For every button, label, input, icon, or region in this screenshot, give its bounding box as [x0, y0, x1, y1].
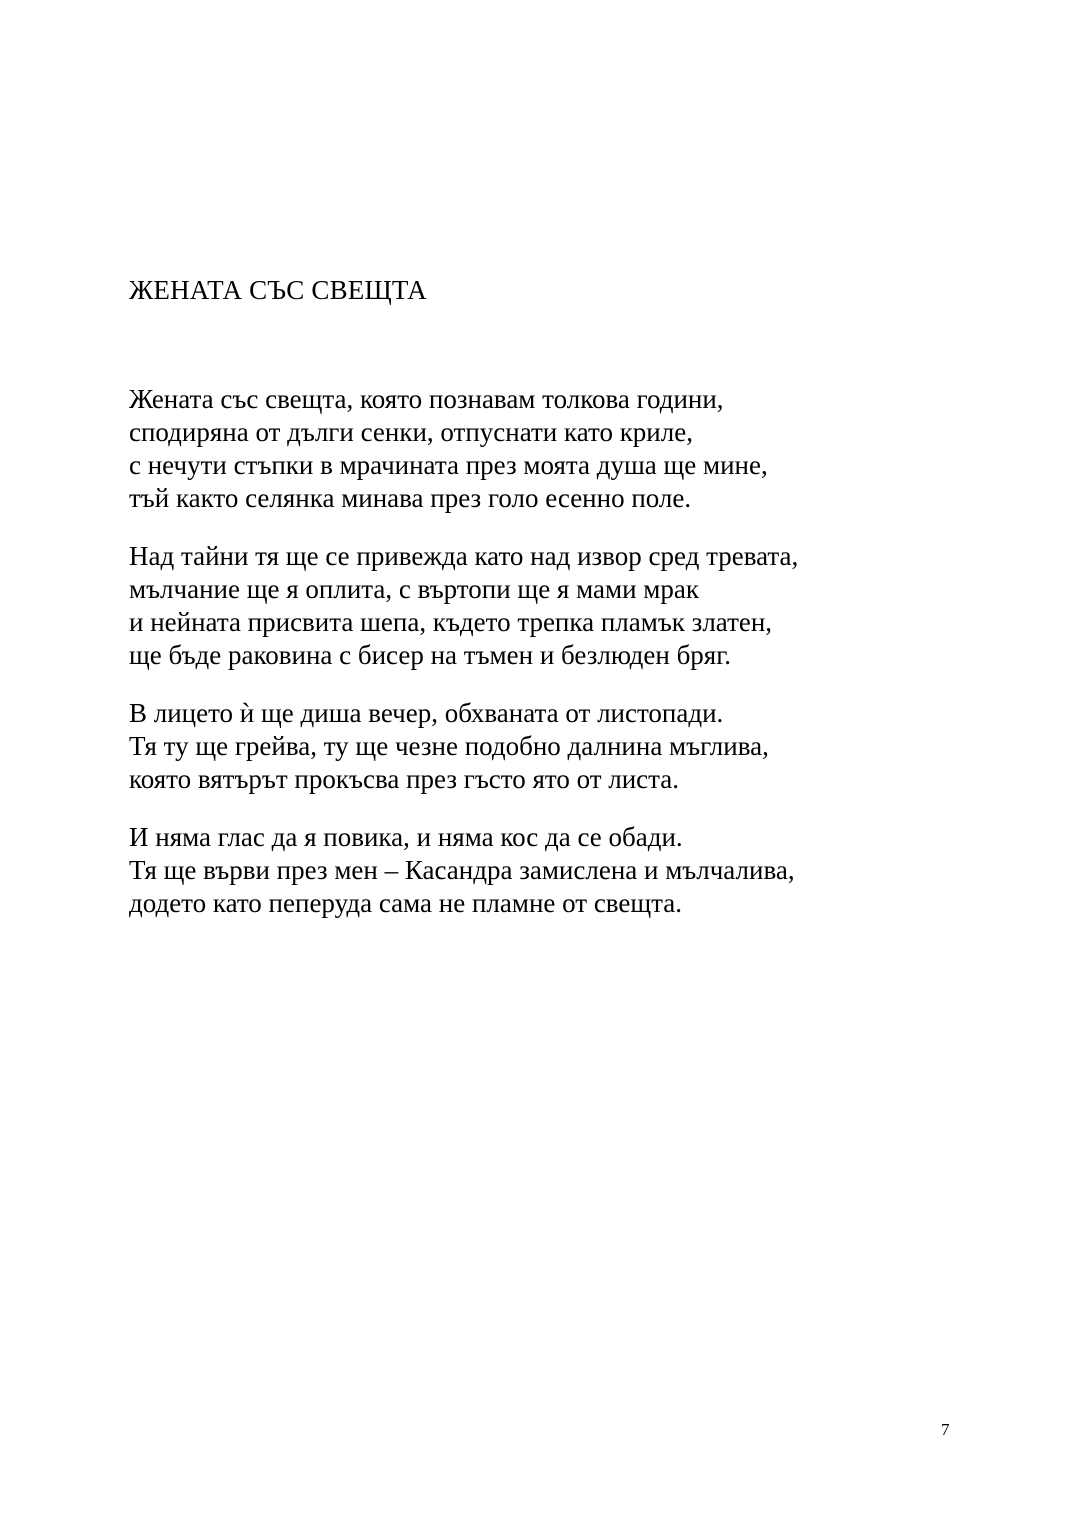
poem-line: която вятърът прокъсва през гъсто ято от листа. — [129, 764, 680, 794]
poem-line: Над тайни тя ще се привежда като над извор сред тревата, — [129, 541, 799, 571]
poem-line: Тя ще върви през мен – Касандра замислена и мълчалива, — [129, 855, 795, 885]
poem-line: ще бъде раковина с бисер на тъмен и безлюден бряг. — [129, 640, 732, 670]
poem-line: тъй както селянка минава през голо есенно поле. — [129, 483, 692, 513]
poem-line: мълчание ще я оплита, с въртопи ще я мами мрак — [129, 574, 699, 604]
page-number: 7 — [941, 1420, 950, 1439]
poem-line: И няма глас да я повика, и няма кос да се обади. — [129, 822, 683, 852]
poem-line: В лицето ѝ ще диша вечер, обхваната от листопади. — [129, 698, 724, 728]
poem-line: сподиряна от дълги сенки, отпуснати като криле, — [129, 417, 693, 447]
poem-line: Тя ту ще грейва, ту ще чезне подобно далнина мъглива, — [129, 731, 769, 761]
stanza-2 — [129, 540, 1029, 672]
poem-title: ЖЕНАТА СЪС СВЕЩТА — [129, 275, 427, 305]
stanza-1 — [129, 383, 1029, 515]
poem-line: с нечути стъпки в мрачината през моята душа ще мине, — [129, 450, 768, 480]
poem-body — [129, 383, 1029, 945]
stanza-3 — [129, 697, 1029, 796]
stanza-4 — [129, 821, 1029, 920]
poem-line: и нейната присвита шепа, където трепка пламък златен, — [129, 607, 773, 637]
poem-line: додето като пеперуда сама не пламне от свещта. — [129, 888, 683, 918]
poem-line: Жената със свещта, която познавам толкова години, — [129, 384, 724, 414]
